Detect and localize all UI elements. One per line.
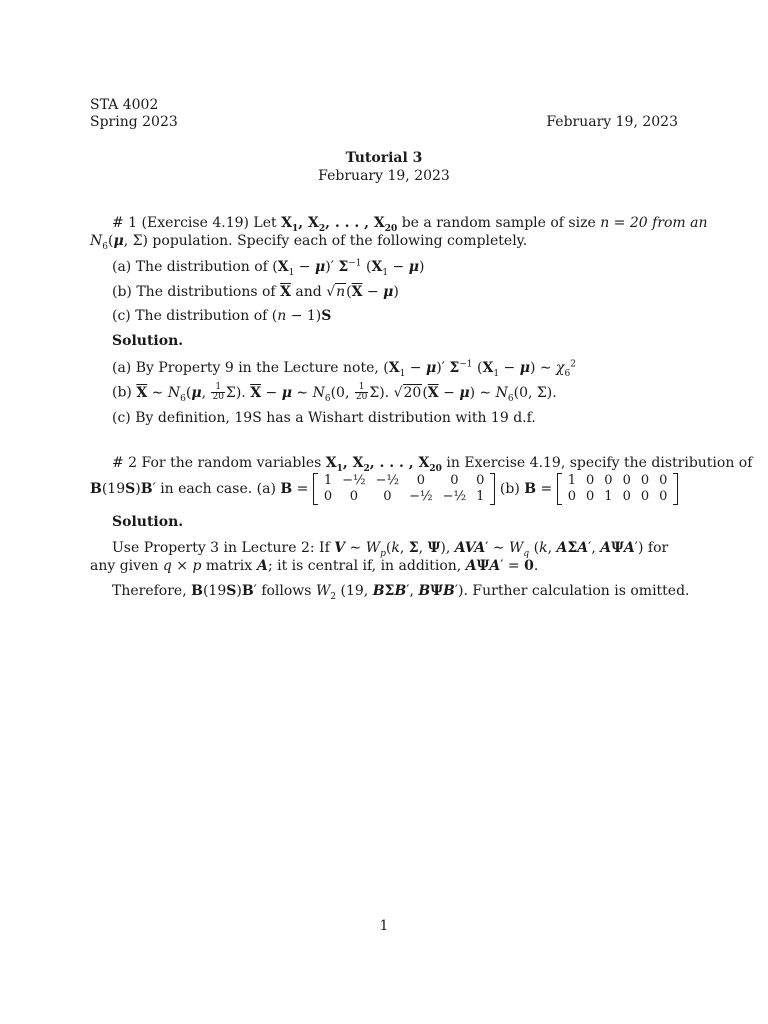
q1-intro-line2-text: population. Specify each of the following completely.: [152, 233, 528, 249]
q1-sol-b-expr: $\overline{X}$ ∼ $N_6(\mu$, $\frac{1}{20}$ Σ). $\overline{X} - \mu$ ∼ $N_6(0$, $\frac{1}{20}$ Σ). $√20(\overline{X} - \mu)$ ∼ $N_6(0$, Σ).: [136, 382, 557, 404]
q1-intro-line1: [112, 214, 708, 232]
q1-part-a: [112, 258, 424, 276]
matrix-b-cell: 0: [604, 473, 613, 488]
q1-part-b-and: and: [295, 284, 322, 300]
q2-option-b-label: (b): [499, 481, 520, 497]
q2-label: # 2: [112, 455, 138, 471]
course-term: Spring 2023: [90, 114, 178, 130]
q1-part-c: [112, 307, 331, 325]
page-title: Tutorial 3: [345, 150, 423, 166]
matrix-b-row: [563, 489, 673, 505]
title-date: February 19, 2023: [318, 168, 450, 184]
q1-solution-b: [112, 383, 557, 402]
q2-therefore-line: [112, 582, 690, 600]
q2-option-a-label: (a): [256, 481, 276, 497]
q2-wishart-expr: V ∼ $W_p(k$, Σ, Ψ), AVA′ ∼ $W_q$ (k, AΣA′, AΨA′): [334, 540, 644, 559]
matrix-a-cell: 1: [476, 489, 485, 504]
q2-result-expr: $W_2$ (19, BΣB′, BΨB′): [315, 583, 464, 602]
matrix-b-cell: 0: [659, 489, 668, 504]
page-number: 1: [379, 918, 389, 934]
q1-part-a-text: (a) The distribution of: [112, 259, 268, 275]
matrix-a-cell: −½: [442, 489, 467, 504]
q1-intro-a: Let: [253, 215, 277, 231]
q1-part-b-text: (b) The distributions of: [112, 284, 276, 300]
matrix-b: [557, 473, 679, 505]
q1-intro-c: n = 20 from an: [600, 215, 708, 231]
q2-line2: B(19S)B′ in each case. (a) B = 1 −½ −½ 0 0 0 0 0 0 −½ −½ 1 (b) B = 1 0 0 0 0 0 0 0 1 0 0 0: [90, 471, 678, 507]
q2-therefore-c: . Further calculation is omitted.: [463, 583, 690, 599]
matrix-a-cell: 0: [323, 489, 333, 504]
xbar-symbol: $\overline{X}$: [280, 284, 291, 300]
q2-line1: [112, 454, 752, 472]
q1-solution-a: [112, 359, 576, 377]
q2-sample-expr: $X_1$, $X_2$, . . . , $X_{20}$: [325, 455, 442, 474]
matrix-b-cell: 0: [622, 473, 631, 488]
matrix-a-cell: 0: [383, 489, 392, 504]
q1-part-a-expr: $(X_1 - \mu)'$ $\Sigma^{-1}$ $(X_1 - \mu)$: [272, 258, 425, 278]
q1-part-c-expr: (n − 1)S: [271, 308, 332, 324]
q2-use-line2-b: matrix: [205, 558, 253, 574]
q1-sample-expr: $X_1$, $X_2$, . . . , $X_{20}$: [281, 215, 398, 234]
matrix-a-cell: 0: [450, 473, 459, 488]
q1-part-c-text: (c) The distribution of: [112, 308, 268, 324]
matrix-a-cell: 0: [416, 473, 426, 488]
q2-b19sb-expr: B(19S)B′: [90, 481, 156, 497]
q2-use-line2-c: ; it is central if, in addition,: [267, 558, 462, 574]
q2-use-a: Use Property 3 in Lecture 2: If: [112, 540, 330, 556]
q2-text-a: For the random variables: [141, 455, 322, 471]
matrix-a: [313, 473, 496, 505]
matrix-b-cell: 0: [567, 489, 576, 504]
matrix-a-cell: 0: [476, 473, 485, 488]
matrix-b-cell: 0: [622, 489, 631, 504]
q1-solution-label: Solution.: [112, 333, 184, 349]
q1-sol-b-text: (b): [112, 384, 132, 401]
matrix-b-row: [563, 473, 673, 489]
q2-use-line1: [112, 539, 668, 557]
q2-therefore-b: follows: [261, 583, 312, 599]
q1-sol-a-text: (a) By Property 9 in the Lecture note,: [112, 360, 379, 376]
header-date: February 19, 2023: [546, 114, 678, 130]
matrix-a-cell: −½: [375, 473, 400, 488]
q1-part-b-expr: $√n(\overline{X} - \mu)$: [326, 284, 399, 300]
q1-label: # 1 (Exercise 4.19): [112, 215, 249, 231]
course-code: STA 4002: [90, 97, 159, 113]
matrix-a-cell: −½: [409, 489, 433, 504]
q2-central-expr: AΨA′ = 0.: [465, 558, 539, 574]
q2-use-line2: any given q × p matrix A; it is central if, in addition, AΨA′ = 0.: [90, 558, 539, 574]
q2-b19sb-expr-2: B(19S)B′: [191, 583, 257, 599]
matrix-a-cell: −½: [342, 473, 366, 488]
matrix-b-cell: 0: [640, 489, 650, 504]
matrix-b-cell: 0: [640, 473, 650, 488]
matrix-b-cell: 0: [586, 489, 595, 504]
q2-text-c: in each case.: [160, 481, 253, 497]
matrix-b-cell: 0: [659, 473, 668, 488]
matrix-a-row: [319, 473, 490, 489]
matrix-b-cell: 1: [604, 489, 613, 504]
q2-therefore-a: Therefore,: [112, 583, 187, 599]
q1-part-b: [112, 283, 399, 301]
q2-use-b: for: [647, 540, 669, 556]
matrix-b-cell: 1: [567, 473, 576, 488]
matrix-b-cell: 0: [586, 473, 595, 488]
matrix-a-cell: 0: [349, 489, 359, 504]
q1-solution-c: (c) By definition, 19S has a Wishart distribution with 19 d.f.: [112, 410, 536, 426]
matrix-a-row: [319, 489, 490, 505]
matrix-a-cell: 1: [323, 473, 333, 488]
q2-use-line2-a: any given: [90, 558, 159, 574]
q1-sol-a-expr: $(X_1 - \mu)'$ $\Sigma^{-1}$ $(X_1 - \mu)$ ∼ $\chi_6^2$: [383, 359, 576, 379]
q1-intro-line2: $N_6(\mu$, Σ) population. Specify each of the following completely.: [90, 233, 528, 252]
q1-normal-expr: N: [90, 233, 103, 249]
q2-solution-label: Solution.: [112, 514, 184, 530]
q2-text-b: in Exercise 4.19, specify the distribution of: [446, 455, 753, 471]
q1-intro-b: be a random sample of size: [401, 215, 596, 231]
